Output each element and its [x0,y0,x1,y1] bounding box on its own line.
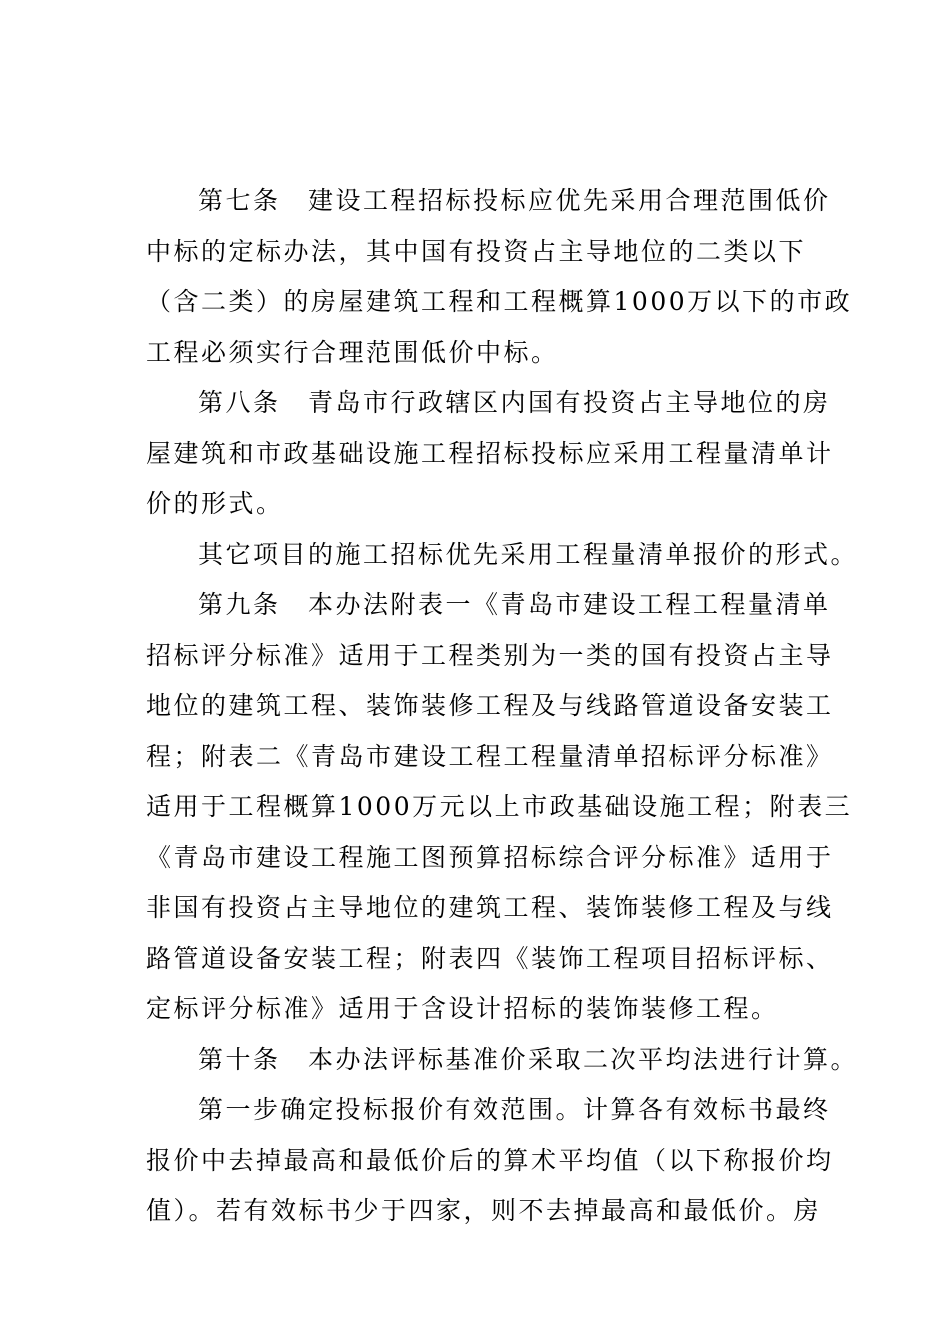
text-line: 价的形式。 [146,489,284,518]
document-page [146,176,859,1237]
text-line: 地位的建筑工程、装饰装修工程及与线路管道设备安装工 [146,691,834,720]
article-9-paragraph [146,580,853,1035]
text-line: 路管道设备安装工程；附表四《装饰工程项目招标评标、 [146,943,834,973]
text-line: 《青岛市建设工程施工图预算招标综合评分标准》适用于 [146,842,834,872]
article-8-paragraph [146,378,834,530]
step-1-paragraph [146,1085,834,1237]
text-line: 非国有投资占主导地位的建筑工程、装饰装修工程及与线 [146,893,834,922]
article-10-paragraph [146,1035,859,1086]
text-line: 中标的定标办法，其中国有投资占主导地位的二类以下 [146,236,807,266]
text-line: 第十条 本办法评标基准价采取二次平均法进行计算。 [198,1044,859,1074]
text-line: 值）。若有效标书少于四家，则不去掉最高和最低价。房 [146,1196,822,1225]
text-line: 招标评分标准》适用于工程类别为一类的国有投资占主导 [146,640,834,670]
text-line: 工程必须实行合理范围低价中标。 [146,337,559,367]
text-line: 第八条 青岛市行政辖区内国有投资占主导地位的房 [198,388,831,417]
text-line: 报价中去掉最高和最低价后的算术平均值（以下称报价均 [146,1145,834,1175]
article-7-paragraph [146,176,853,378]
text-line: 适用于工程概算1000万元以上市政基础设施工程；附表三 [146,792,853,821]
text-line: 其它项目的施工招标优先采用工程量清单报价的形式。 [198,539,859,569]
text-line: 第一步确定投标报价有效范围。计算各有效标书最终 [198,1095,831,1124]
text-line: 程；附表二《青岛市建设工程工程量清单招标评分标准》 [146,741,834,771]
text-line: 第九条 本办法附表一《青岛市建设工程工程量清单 [198,590,831,619]
text-line: （含二类）的房屋建筑工程和工程概算1000万以下的市政 [146,287,853,316]
text-line: 第七条 建设工程招标投标应优先采用合理范围低价 [198,186,831,215]
other-projects-paragraph [146,530,859,581]
text-line: 屋建筑和市政基础设施工程招标投标应采用工程量清单计 [146,438,834,468]
text-line: 定标评分标准》适用于含设计招标的装饰装修工程。 [146,994,779,1023]
